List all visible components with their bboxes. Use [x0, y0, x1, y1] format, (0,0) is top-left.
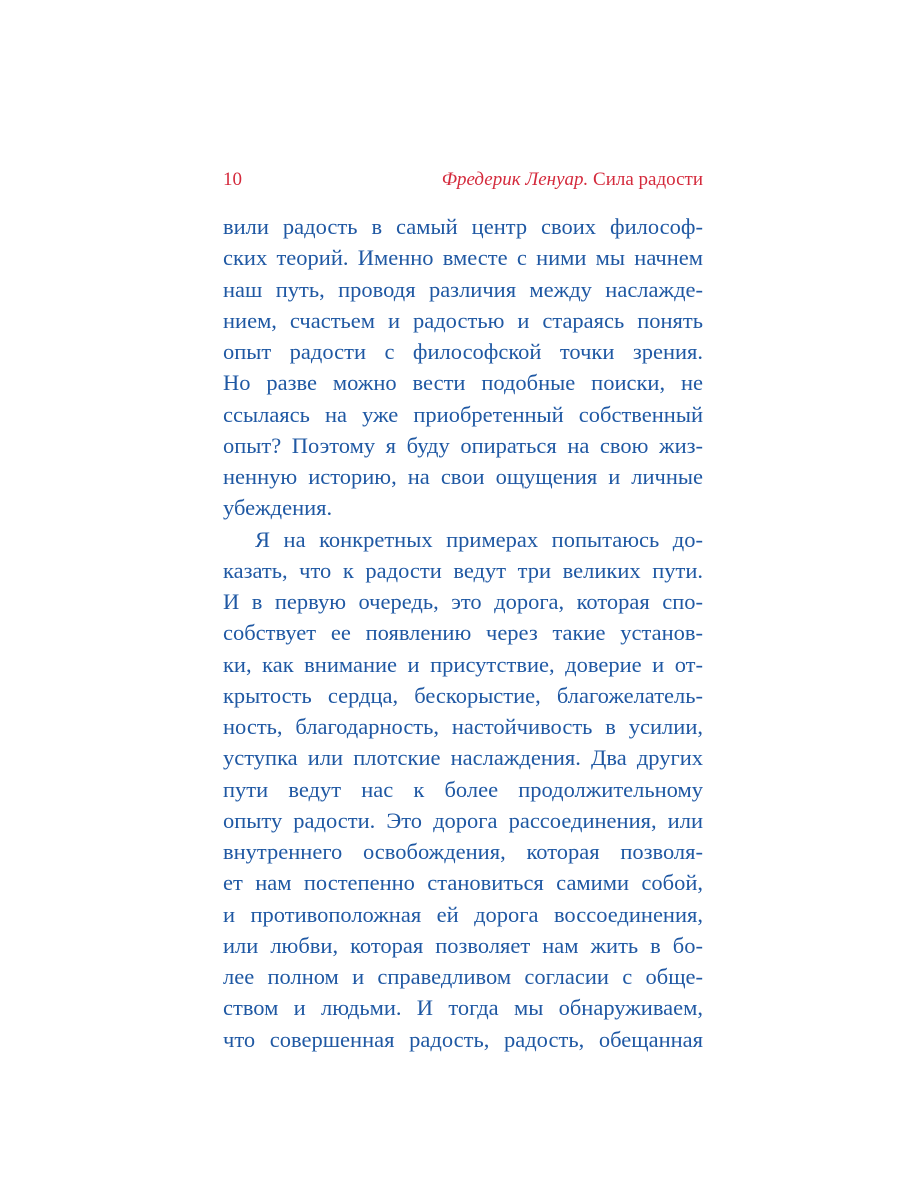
text-line: вили радость в самый центр своих философ- — [223, 214, 703, 239]
text-line: ссылаясь на уже приобретенный собственный — [223, 401, 703, 427]
text-line: уступка или плотские наслаждения. Два других — [223, 745, 703, 771]
text-line: ством и людьми. И тогда мы обнаруживаем, — [223, 995, 703, 1021]
running-head-book-title: Сила радости — [593, 169, 703, 190]
text-line: ет нам постепенно становиться самими собой, — [223, 870, 703, 896]
text-line: пути ведут нас к более продолжительному — [223, 776, 703, 802]
text-line-paragraph-start: Я на конкретных примерах попытаюсь до- — [255, 526, 703, 552]
text-line: И в первую очередь, это дорога, которая спо- — [223, 589, 703, 614]
text-line: внутреннего освобождения, которая позволя- — [223, 839, 703, 864]
page-number: 10 — [223, 169, 242, 190]
running-head-author: Фредерик Ленуар. — [441, 169, 589, 190]
text-line: опыту радости. Это дорога рассоединения, или — [223, 807, 703, 833]
text-line: ность, благодарность, настойчивость в усилии, — [223, 714, 703, 739]
text-line: казать, что к радости ведут три великих пути. — [223, 557, 703, 583]
text-line: лее полном и справедливом согласии с обще- — [223, 964, 703, 989]
text-line: собствует ее появлению через такие установ- — [223, 620, 703, 646]
text-line: Но разве можно вести подобные поиски, не — [223, 370, 703, 396]
text-line-paragraph-end: убеждения. — [223, 495, 333, 521]
text-line: что совершенная радость, радость, обещанная — [223, 1026, 703, 1052]
text-line: нием, счастьем и радостью и стараясь понять — [223, 307, 703, 333]
text-line: опыт радости с философской точки зрения. — [223, 339, 703, 364]
text-line: и противоположная ей дорога воссоединения, — [223, 901, 703, 927]
text-line: наш путь, проводя различия между наслажде- — [223, 276, 703, 302]
page-header — [223, 166, 703, 194]
text-line: ненную историю, на свои ощущения и личные — [223, 464, 703, 489]
text-line: крытость сердца, бескорыстие, благожелатель- — [223, 682, 703, 708]
running-head — [442, 166, 703, 194]
text-line: ки, как внимание и присутствие, доверие и от- — [223, 651, 703, 677]
text-line: опыт? Поэтому я буду опираться на свою жиз- — [223, 432, 703, 458]
text-line: или любви, которая позволяет нам жить в бо- — [223, 932, 703, 958]
text-line: ских теорий. Именно вместе с ними мы начнем — [223, 245, 703, 271]
body-text — [223, 211, 703, 1055]
